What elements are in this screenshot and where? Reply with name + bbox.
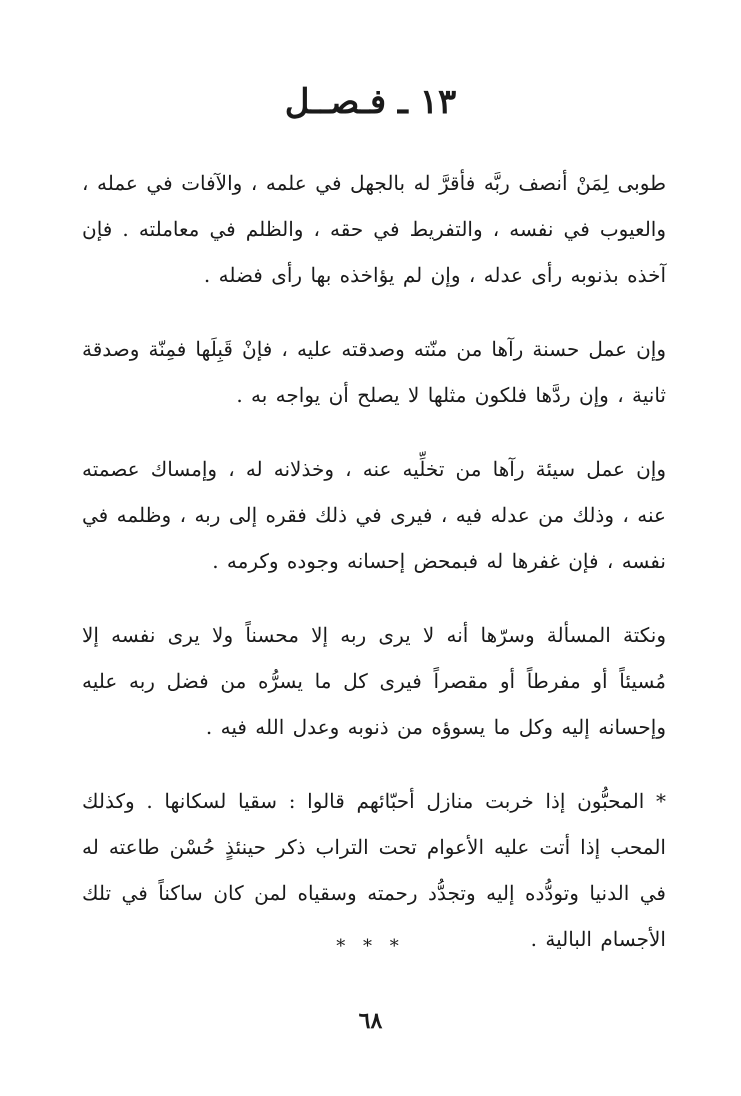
paragraph-4: ونكتة المسألة وسرّها أنه لا يرى ربه إلا محسناً ولا يرى نفسه إلا مُسيئاً أو مفرطاً أو مقصراً فيرى كل ما يسرُّه من فضل ربه عليه وإحسانه إليه وكل ما يسوؤه من ذنوبه وعدل الله فيه . (82, 623, 666, 739)
section-separator: * * * (336, 936, 405, 957)
paragraph-2: وإن عمل حسنة رآها من منّته وصدقته عليه ، فإنْ قَبِلَها فمِنّة وصدقة ثانية ، وإن ردَّها فلكون مثلها لا يصلح أن يواجه به . (82, 337, 666, 407)
paragraph-5: * المحبُّون إذا خربت منازل أحبّائهم قالوا : سقيا لسكانها . وكذلك المحب إذا أتت عليه الأعوام تحت التراب ذكر حينئذٍ حُسْن طاعته له في الدنيا وتودُّده إليه وتجدُّد رحمته وسقياه لمن كان ساكناً في تلك الأجسام البالية . (82, 789, 666, 951)
chapter-title: ١٣ ـ فـصــل (284, 82, 457, 122)
body-text (82, 160, 666, 990)
paragraph-1: طوبى لِمَنْ أنصف ربَّه فأقرَّ له بالجهل في علمه ، والآفات في عمله ، والعيوب في نفسه ، والتفريط في حقه ، والظلم في معاملته . فإن آخذه بذنوبه رأى عدله ، وإن لم يؤاخذه بها رأى فضله . (82, 171, 666, 287)
page-number: ٦٨ (358, 1008, 383, 1034)
paragraph-3: وإن عمل سيئة رآها من تخلِّيه عنه ، وخذلانه له ، وإمساك عصمته عنه ، وذلك من عدله فيه ، فيرى في ذلك فقره إلى ربه ، وظلمه في نفسه ، فإن غفرها له فبمحض إحسانه وجوده وكرمه . (82, 457, 666, 573)
